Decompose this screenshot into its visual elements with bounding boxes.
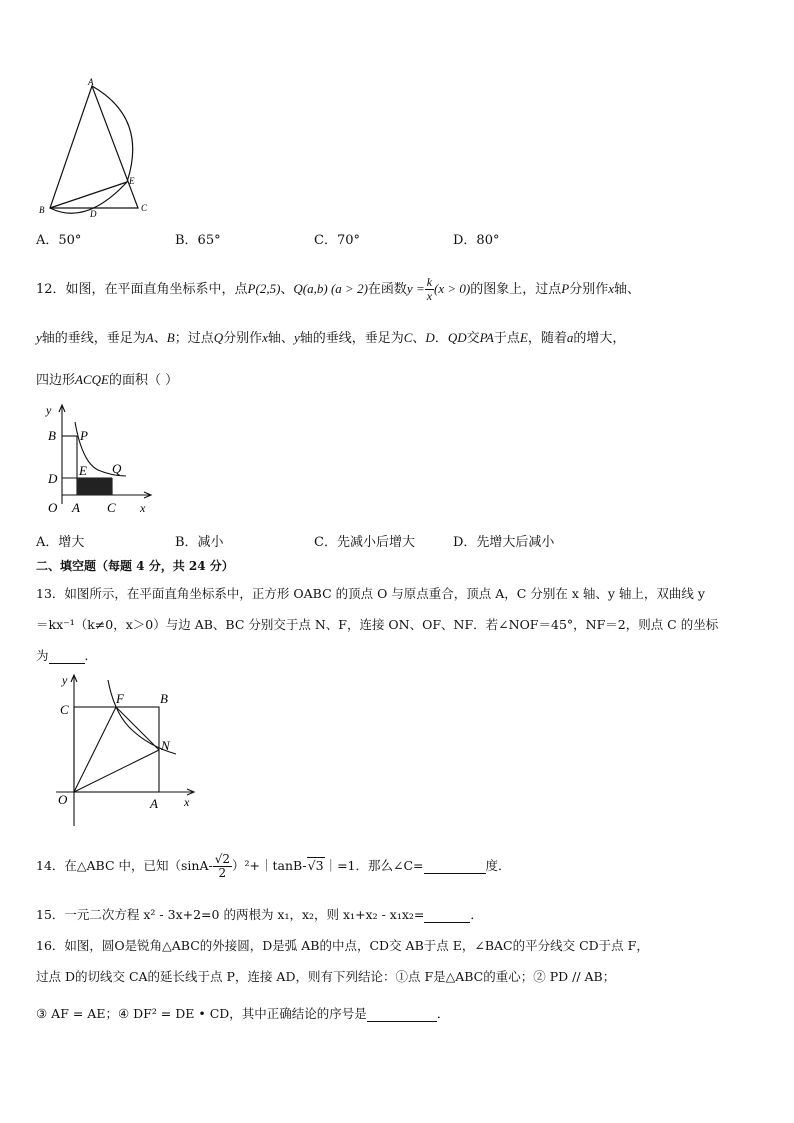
triangle	[50, 86, 138, 208]
label-x: x	[140, 501, 146, 515]
label-a: A	[88, 77, 94, 87]
q12-option-b[interactable]: B．减小	[175, 535, 224, 550]
label-y: y	[62, 673, 68, 687]
q12-option-c[interactable]: C．先减小后增大	[314, 535, 415, 550]
label-b: B	[160, 691, 168, 706]
q13-line2: ＝kx⁻¹（k≠0，x＞0）与边 AB、BC 分别交于点 N、F，连接 ON、OF、NF．若∠NOF＝45°，NF＝2，则点 C 的坐标	[36, 617, 719, 632]
label-o: O	[58, 792, 68, 807]
label-c: C	[60, 702, 69, 717]
section-heading: 二、填空题（每题 4 分，共 24 分）	[36, 559, 234, 573]
label-c: C	[107, 500, 116, 515]
segment-on	[74, 750, 159, 792]
q12-line2: y轴的垂线，垂足为A、B；过点Q分别作x轴、y轴的垂线，垂足为C、D．QD交PA于点E，随着a的增大，	[36, 330, 626, 346]
label-b: B	[48, 428, 56, 443]
q13-line3: 为 ．	[36, 648, 98, 663]
q16-line1: 16．如图，圆O是锐角△ABC的外接圆，D是弧 AB的中点，CD交 AB于点 E，∠BAC的平分线交 CD于点 F，	[36, 938, 649, 953]
label-n: N	[161, 738, 170, 753]
label-x: x	[184, 795, 190, 809]
label-y: y	[46, 403, 52, 417]
q16-line2: 过点 D的切线交 CA的延长线于点 P，连接 AD，则有下列结论：①点 F是△ABC的重心；② PD // AB；	[36, 969, 616, 984]
q11-figure	[36, 76, 166, 221]
square-oabc	[74, 707, 159, 792]
label-o: O	[48, 500, 58, 515]
chord-be	[50, 182, 127, 208]
q16-answer-blank[interactable]	[367, 1006, 437, 1022]
q16-line3: ③ AF = AE；④ DF² = DE • CD，其中正确结论的序号是 ．	[36, 1006, 450, 1021]
label-q: Q	[112, 461, 122, 476]
q15-answer-blank[interactable]	[424, 907, 470, 923]
label-f: F	[116, 691, 124, 706]
q13-answer-blank[interactable]	[49, 648, 85, 664]
label-d: D	[90, 209, 97, 219]
q14-line: 14．在△ABC 中，已知（sinA- $\frac{√2}{2}$ ）²+｜tanB-√3｜=1．那么∠C= 度．	[36, 852, 511, 880]
q11-option-d[interactable]: D．80°	[453, 233, 500, 248]
sqrt2-over-2: $\frac{√2}{2}$	[214, 852, 230, 880]
q12-line3: 四边形ACQE的面积（ ）	[36, 372, 179, 388]
q13-figure	[36, 670, 201, 830]
q15-line: 15．一元二次方程 x² - 3x+2=0 的两根为 x₁，x₂，则 x₁+x₂ - x₁x₂= ．	[36, 907, 483, 922]
label-b: B	[39, 205, 45, 215]
label-e: E	[79, 463, 87, 478]
label-a: A	[72, 500, 80, 515]
label-p: P	[80, 428, 88, 443]
shaded-acqe	[77, 478, 112, 495]
label-c: C	[141, 203, 148, 213]
label-a: A	[150, 796, 158, 811]
q14-answer-blank[interactable]	[424, 858, 486, 874]
q13-line1: 13．如图所示，在平面直角坐标系中，正方形 OABC 的顶点 O 与原点重合，顶点 A，C 分别在 x 轴、y 轴上，双曲线 y	[36, 586, 705, 601]
label-d: D	[48, 471, 58, 486]
k-over-x: $\frac{k}{x}$	[426, 275, 433, 303]
segment-of	[74, 707, 116, 792]
q11-option-a[interactable]: A．50°	[36, 233, 82, 248]
q11-option-c[interactable]: C．70°	[314, 233, 360, 248]
q12-figure	[40, 400, 160, 518]
q12-line1: 12．如图，在平面直角坐标系中，点P(2,5)、Q(a,b) (a > 2)在函数y = $\frac{k}{x}$ (x > 0)的图象上，过点P分别作x轴、	[36, 275, 641, 303]
arc	[92, 86, 133, 182]
label-e: E	[129, 176, 135, 186]
q12-option-a[interactable]: A．增大	[36, 535, 85, 550]
q11-option-b[interactable]: B．65°	[175, 233, 221, 248]
q12-option-d[interactable]: D．先增大后减小	[453, 535, 555, 550]
segment-nf	[116, 707, 159, 750]
